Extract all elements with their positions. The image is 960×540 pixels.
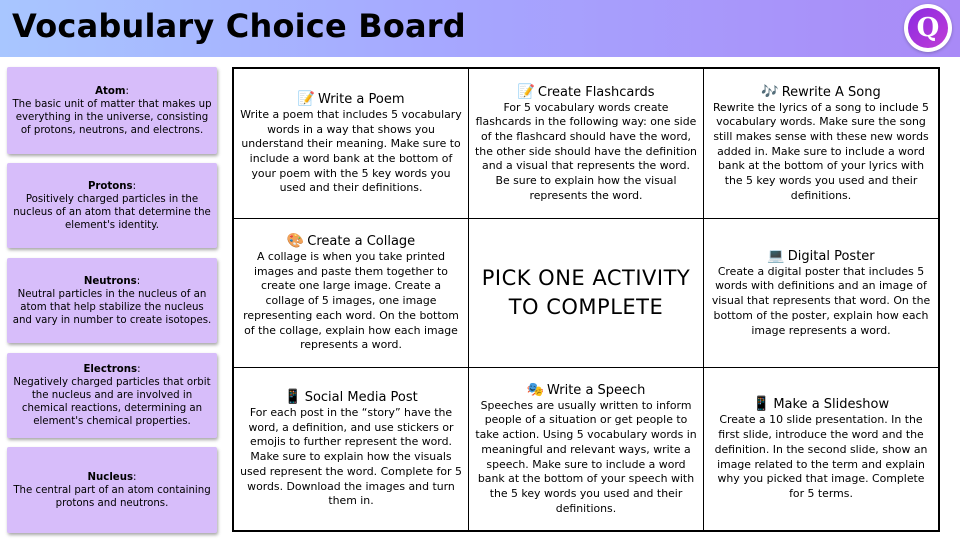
activity-title: Social Media Post	[304, 390, 418, 406]
vocab-definition: The basic unit of matter that makes up everything in the universe, consisting of protons, neutrons, and electrons.	[12, 98, 212, 136]
vocab-definition: Positively charged particles in the nucleus of an atom that determine the element's identity.	[13, 193, 211, 231]
activity-description: For each post in the “story” have the word, a definition, and use stickers or emojis to further represent the word. Make sure to explain how the visuals used represent the word. Complete for 5 words. Download the images and turn them in.	[240, 406, 462, 508]
vocab-card-electrons: Electrons: Negatively charged particles that orbit the nucleus and are involved in chemical reactions, determining an element's chemical properties.	[7, 353, 217, 438]
activity-title: Create Flashcards	[537, 84, 655, 100]
mobile-phone-icon: 📱	[752, 396, 771, 413]
vocab-definition: Neutral particles in the nucleus of an atom that help stabilize the nucleus and vary in number to create isotopes.	[12, 288, 212, 326]
center-instruction	[469, 219, 704, 368]
activity-description: A collage is when you take printed images and paste them together to create one large image. Create a collage of 5 images, one image representing each word. On the bottom of the collage, explain how each image represents a word.	[243, 250, 459, 352]
activity-title: Rewrite A Song	[781, 84, 881, 100]
header-bar	[0, 0, 960, 57]
activity-digital-poster	[704, 219, 938, 368]
activity-title: Create a Collage	[307, 234, 416, 250]
performing-arts-icon: 🎭	[526, 381, 544, 398]
memo-icon: 📝	[517, 83, 535, 100]
vocab-card-protons: Protons: Positively charged particles in the nucleus of an atom that determine the element's identity.	[7, 163, 217, 248]
activity-rewrite-song	[704, 69, 938, 219]
vocab-definition: The central part of an atom containing protons and neutrons.	[13, 484, 211, 509]
vocab-term: Nucleus	[87, 471, 134, 483]
activity-create-collage	[234, 219, 469, 368]
activity-create-flashcards	[469, 69, 704, 219]
vocab-term: Atom	[95, 85, 126, 97]
vocab-term: Neutrons	[83, 275, 137, 287]
activity-social-media-post	[234, 368, 469, 530]
memo-icon: 📝	[297, 90, 315, 107]
vocab-card-neutrons: Neutrons: Neutral particles in the nucleus of an atom that help stabilize the nucleus and vary in number to create isotopes.	[7, 258, 217, 343]
page-title: Vocabulary Choice Board	[12, 7, 466, 45]
activity-make-slideshow	[704, 368, 938, 530]
choice-board-grid	[232, 67, 940, 532]
activity-title: Digital Poster	[787, 248, 875, 264]
vocab-definition: Negatively charged particles that orbit the nucleus and are involved in chemical reactions, determining an element's chemical properties.	[13, 377, 211, 427]
activity-title: Make a Slideshow	[773, 397, 890, 413]
mobile-phone-icon: 📱	[284, 389, 302, 406]
activity-description: Create a 10 slide presentation. In the first slide, introduce the word and the definition. In the second slide, show an image related to the term and explain why you picked that image. Complete for 5 terms.	[714, 413, 928, 500]
pick-one-text: PICK ONE ACTIVITY TO COMPLETE	[481, 266, 691, 319]
palette-icon: 🎨	[286, 233, 305, 250]
music-notes-icon: 🎶	[761, 83, 779, 100]
app-logo[interactable]	[904, 4, 952, 52]
activity-description: Write a poem that includes 5 vocabulary words in a way that shows you understand their meaning. Make sure to include a word bank at the bottom of your poem with the 5 key words you used and their definitions.	[240, 107, 462, 195]
activity-description: Speeches are usually written to inform people of a situation or get people to take action. Using 5 vocabulary words in meaningful and relevant ways, write a speech. Make sure to include a word bank at the bottom of your speech with the 5 key words you used and their definitions.	[475, 398, 697, 515]
activity-title: Write a Poem	[317, 91, 405, 107]
activity-title: Write a Speech	[546, 382, 646, 398]
vocab-card-atom: Atom: The basic unit of matter that makes up everything in the universe, consisting of protons, neutrons, and electrons.	[7, 67, 217, 154]
activity-write-speech	[469, 368, 704, 530]
activity-description: For 5 vocabulary words create flashcards in the following way: one side of the flashcard should have the word, the other side should have the definition and a visual that represents the word. Be sure to explain how the visual represents the word.	[475, 100, 697, 202]
vocab-term: Electrons	[83, 364, 138, 375]
vocab-term: Protons	[87, 180, 133, 192]
activity-write-poem	[234, 69, 469, 219]
q-logo-icon: Q	[908, 8, 948, 48]
laptop-icon: 💻	[767, 247, 785, 264]
vocab-card-nucleus: Nucleus: The central part of an atom containing protons and neutrons.	[7, 447, 217, 533]
activity-description: Rewrite the lyrics of a song to include 5 vocabulary words. Make sure the song still makes sense with these new words added in. Make sure to include a word bank at the bottom of your lyrics with the 5 key words you used and their definitions.	[712, 100, 929, 202]
activity-description: Create a digital poster that includes 5 words with definitions and an image of visual that represents that word. On the bottom of the poster, explain how each image represents a word.	[711, 264, 931, 337]
